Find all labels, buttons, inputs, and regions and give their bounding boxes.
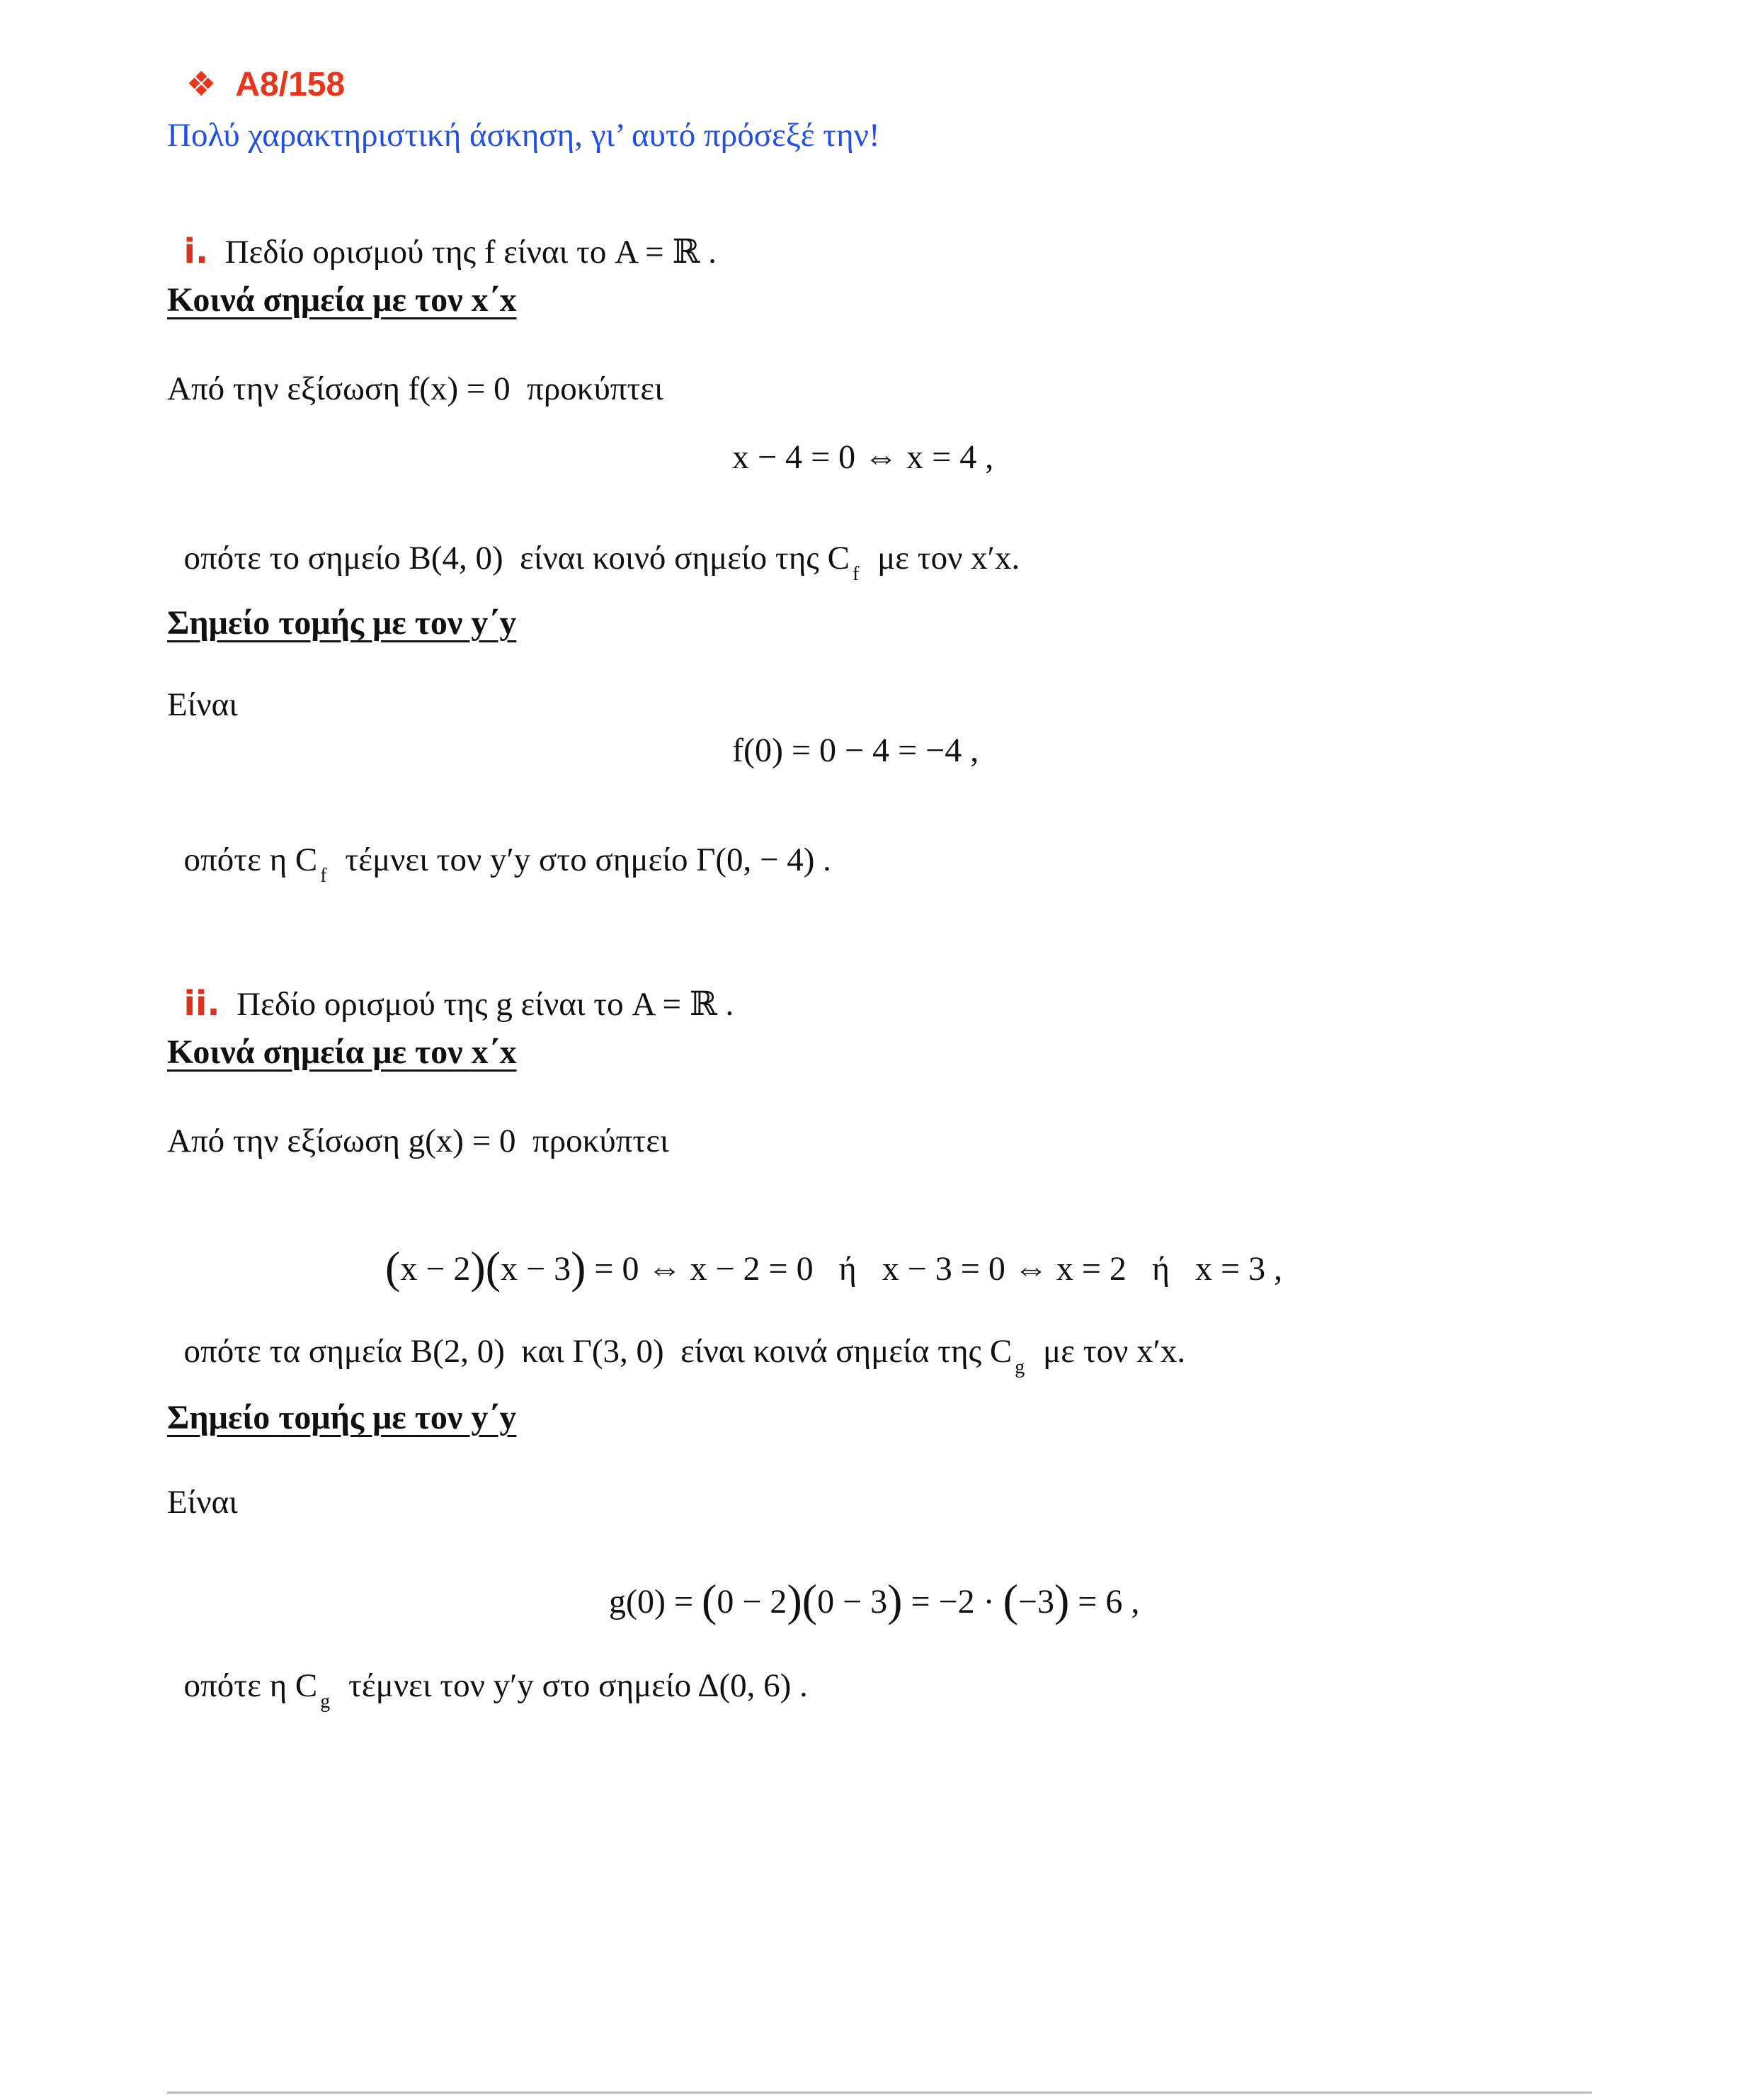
equation-rest: = 0 ⇔ x − 2 = 0 ή x − 3 = 0 ⇔ x = 2 ή x = 3 , <box>586 1250 1283 1288</box>
part1-y-equation: f(0) = 0 − 4 = −4 , <box>732 732 979 769</box>
part1-x-heading: Κοινά σημεία με τον x΄x <box>167 281 517 319</box>
equation-mid: = −2 · <box>902 1583 1003 1621</box>
part1-domain-line <box>167 201 717 269</box>
part2-y-heading: Σημείο τομής με τον y΄y <box>167 1399 517 1436</box>
part1-x-conclusion-sub: f <box>853 563 860 585</box>
part1-y-conclusion <box>167 810 831 887</box>
paren-open: ( <box>1003 1575 1018 1625</box>
part2-y-equation <box>592 1541 1140 1625</box>
factor-1: 0 − 2 <box>717 1583 787 1621</box>
part1-x-equation: x − 4 = 0 ⇔ x = 4 , <box>732 438 994 476</box>
part2-x-conclusion <box>167 1302 1186 1378</box>
exercise-number: A8/158 <box>235 66 346 103</box>
paren-open: ( <box>385 1242 401 1293</box>
part2-x-conclusion-sub: g <box>1015 1356 1025 1378</box>
factor-2: x − 3 <box>501 1250 571 1288</box>
footer-divider <box>167 2092 1592 2094</box>
part2-x-equation <box>368 1208 1283 1293</box>
diamond-bullet-icon: ❖ <box>186 66 217 103</box>
part2-y-conclusion-sub: g <box>320 1691 331 1713</box>
part1-y-conclusion-sub: f <box>320 865 327 887</box>
factor-3: −3 <box>1017 1583 1054 1621</box>
part1-y-text: Είναι <box>167 686 238 723</box>
part2-domain-line <box>167 953 734 1021</box>
part1-x-conclusion <box>167 509 1020 585</box>
paren-close: ) <box>787 1575 802 1625</box>
part2-number: ii. <box>183 984 220 1023</box>
part2-y-text: Είναι <box>167 1484 238 1521</box>
part2-x-conclusion-text: οπότε τα σημεία B(2, 0) και Γ(3, 0) είναι κοινά σημεία της C <box>183 1333 1013 1370</box>
part2-domain: Πεδίο ορισμού της g είναι το A = ℝ . <box>236 986 734 1023</box>
part2-y-conclusion-text: οπότε η C <box>183 1667 318 1704</box>
paren-close: ) <box>571 1242 586 1293</box>
paren-open: ( <box>702 1575 717 1625</box>
part2-x-text: Από την εξίσωση g(x) = 0 προκύπτει <box>167 1123 669 1159</box>
part2-y-conclusion <box>167 1636 808 1713</box>
factor-1: x − 2 <box>400 1250 471 1288</box>
part2-x-conclusion-tail: με τον x′x. <box>1043 1333 1186 1370</box>
paren-open: ( <box>802 1575 818 1625</box>
part1-x-text: Από την εξίσωση f(x) = 0 προκύπτει <box>167 370 663 407</box>
part2-x-heading: Κοινά σημεία με τον x΄x <box>167 1033 517 1071</box>
part1-y-heading: Σημείο τομής με τον y΄y <box>167 604 517 642</box>
part1-domain: Πεδίο ορισμού της f είναι το A = ℝ . <box>224 234 717 271</box>
part1-number: i. <box>183 232 209 271</box>
paren-close: ) <box>887 1575 903 1625</box>
paren-close: ) <box>470 1242 486 1293</box>
exercise-title <box>167 34 345 102</box>
intro-note: Πολύ χαρακτηριστική άσκηση, γι’ αυτό πρόσεξέ την! <box>167 117 880 154</box>
factor-2: 0 − 3 <box>817 1583 888 1621</box>
part1-y-conclusion-text: οπότε η C <box>183 841 318 878</box>
paren-open: ( <box>485 1242 501 1293</box>
part1-x-conclusion-tail: με τον x′x. <box>877 540 1020 577</box>
part1-y-conclusion-tail: τέμνει τον y′y στο σημείο Γ(0, − 4) . <box>345 841 831 878</box>
paren-close: ) <box>1054 1575 1070 1625</box>
part2-y-conclusion-tail: τέμνει τον y′y στο σημείο Δ(0, 6) . <box>348 1667 808 1704</box>
part1-x-conclusion-text: οπότε το σημείο B(4, 0) είναι κοινό σημείο της C <box>183 540 850 577</box>
equation-result: = 6 , <box>1069 1583 1140 1621</box>
equation-lhs: g(0) = <box>609 1583 702 1621</box>
